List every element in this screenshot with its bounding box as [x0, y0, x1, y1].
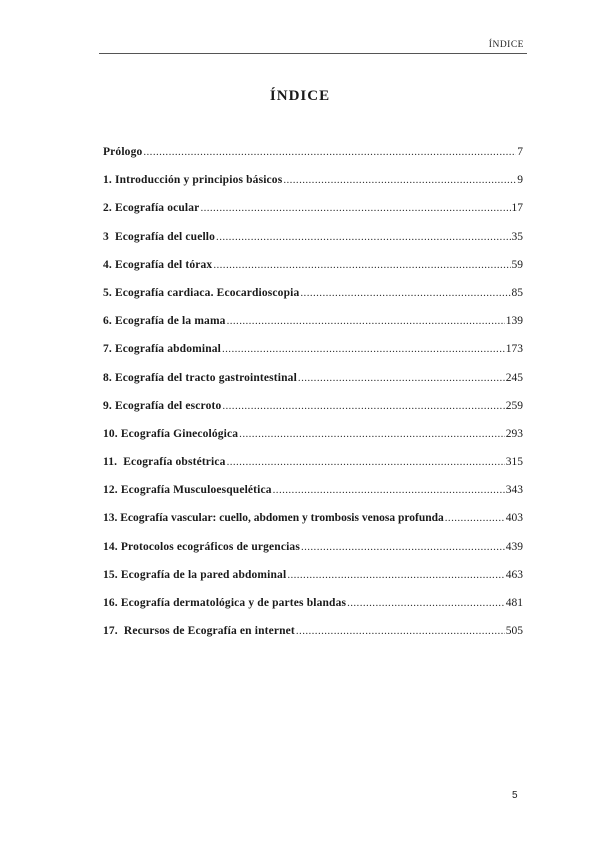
toc-dot-leader — [222, 343, 505, 355]
toc-entry-title: 7. Ecografía abdominal — [103, 343, 221, 356]
toc-entry-11[interactable] — [103, 456, 523, 484]
toc-dot-leader — [200, 202, 510, 214]
toc-entry-page: 85 — [511, 286, 523, 299]
toc-entry-title: 10. Ecografía Ginecológica — [103, 427, 239, 440]
toc-entry-5[interactable] — [103, 287, 523, 315]
toc-entry-title: 17. Recursos de Ecografía en internet — [103, 625, 295, 638]
toc-dot-leader — [143, 146, 516, 158]
toc-entry-title: Prólogo — [103, 146, 143, 158]
table-of-contents — [103, 146, 523, 653]
toc-entry-page: 245 — [505, 371, 523, 384]
toc-entry-prologo[interactable] — [103, 146, 523, 174]
toc-entry-title: 15. Ecografía de la pared abdominal — [103, 568, 287, 581]
toc-dot-leader — [298, 372, 505, 384]
toc-dot-leader — [445, 512, 505, 524]
toc-entry-page: 481 — [505, 597, 523, 609]
toc-dot-leader — [296, 625, 505, 637]
page-title: ÍNDICE — [269, 88, 331, 104]
toc-entry-6[interactable] — [103, 315, 523, 343]
toc-entry-7[interactable] — [103, 343, 523, 371]
toc-entry-title: 1. Introducción y principios básicos — [103, 174, 283, 187]
toc-entry-title: 8. Ecografía del tracto gastrointestinal — [103, 371, 297, 384]
toc-dot-leader — [300, 287, 510, 299]
toc-entry-page: 403 — [505, 512, 523, 525]
toc-entry-page: 7 — [517, 146, 523, 158]
toc-entry-10[interactable] — [103, 428, 523, 456]
toc-entry-title: 13. Ecografía vascular: cuello, abdomen y trombosis venosa profunda — [103, 512, 444, 525]
toc-entry-15[interactable] — [103, 569, 523, 597]
toc-dot-leader — [222, 400, 504, 412]
toc-entry-2[interactable] — [103, 202, 523, 230]
toc-dot-leader — [347, 597, 505, 609]
toc-entry-9[interactable] — [103, 400, 523, 428]
toc-entry-page: 343 — [505, 484, 523, 497]
header-rule — [99, 53, 527, 54]
toc-entry-page: 315 — [505, 456, 523, 469]
toc-entry-1[interactable] — [103, 174, 523, 202]
toc-entry-page: 259 — [505, 399, 523, 412]
toc-entry-title: 12. Ecografía Musculoesquelética — [103, 484, 272, 497]
toc-dot-leader — [227, 456, 505, 468]
toc-entry-page: 59 — [511, 258, 523, 271]
toc-dot-leader — [283, 174, 516, 186]
toc-entry-page: 293 — [505, 427, 523, 440]
toc-entry-title: 9. Ecografía del escroto — [103, 399, 222, 412]
toc-entry-title: 2. Ecografía ocular — [103, 202, 200, 215]
running-header: ÍNDICE — [488, 40, 524, 50]
toc-entry-title: 16. Ecografía dermatológica y de partes blandas — [103, 597, 347, 609]
toc-entry-17[interactable] — [103, 625, 523, 653]
toc-entry-14[interactable] — [103, 541, 523, 569]
toc-entry-16[interactable] — [103, 597, 523, 625]
toc-entry-page: 173 — [505, 343, 523, 356]
toc-dot-leader — [301, 541, 505, 553]
toc-entry-title: 4. Ecografía del tórax — [103, 258, 213, 271]
toc-dot-leader — [239, 428, 505, 440]
toc-dot-leader — [216, 231, 510, 243]
toc-entry-page: 463 — [505, 568, 523, 581]
toc-entry-page: 505 — [505, 625, 523, 638]
toc-dot-leader — [213, 259, 510, 271]
toc-dot-leader — [273, 484, 505, 496]
toc-entry-title: 3 Ecografía del cuello — [103, 230, 216, 243]
page-number: 5 — [512, 790, 518, 801]
toc-entry-page: 35 — [511, 230, 523, 243]
toc-entry-page: 17 — [511, 202, 523, 215]
toc-entry-title: 6. Ecografía de la mama — [103, 315, 226, 328]
toc-entry-8[interactable] — [103, 372, 523, 400]
toc-entry-page: 139 — [505, 315, 523, 328]
toc-entry-4[interactable] — [103, 259, 523, 287]
toc-entry-title: 14. Protocolos ecográficos de urgencias — [103, 540, 300, 553]
toc-entry-title: 11. Ecografía obstétrica — [103, 456, 226, 469]
toc-entry-12[interactable] — [103, 484, 523, 512]
toc-entry-13[interactable] — [103, 512, 523, 540]
toc-dot-leader — [227, 315, 505, 327]
toc-entry-title: 5. Ecografía cardiaca. Ecocardioscopia — [103, 286, 300, 299]
toc-entry-3[interactable] — [103, 231, 523, 259]
toc-dot-leader — [287, 569, 504, 581]
toc-entry-page: 439 — [505, 540, 523, 553]
toc-entry-page: 9 — [517, 174, 523, 187]
